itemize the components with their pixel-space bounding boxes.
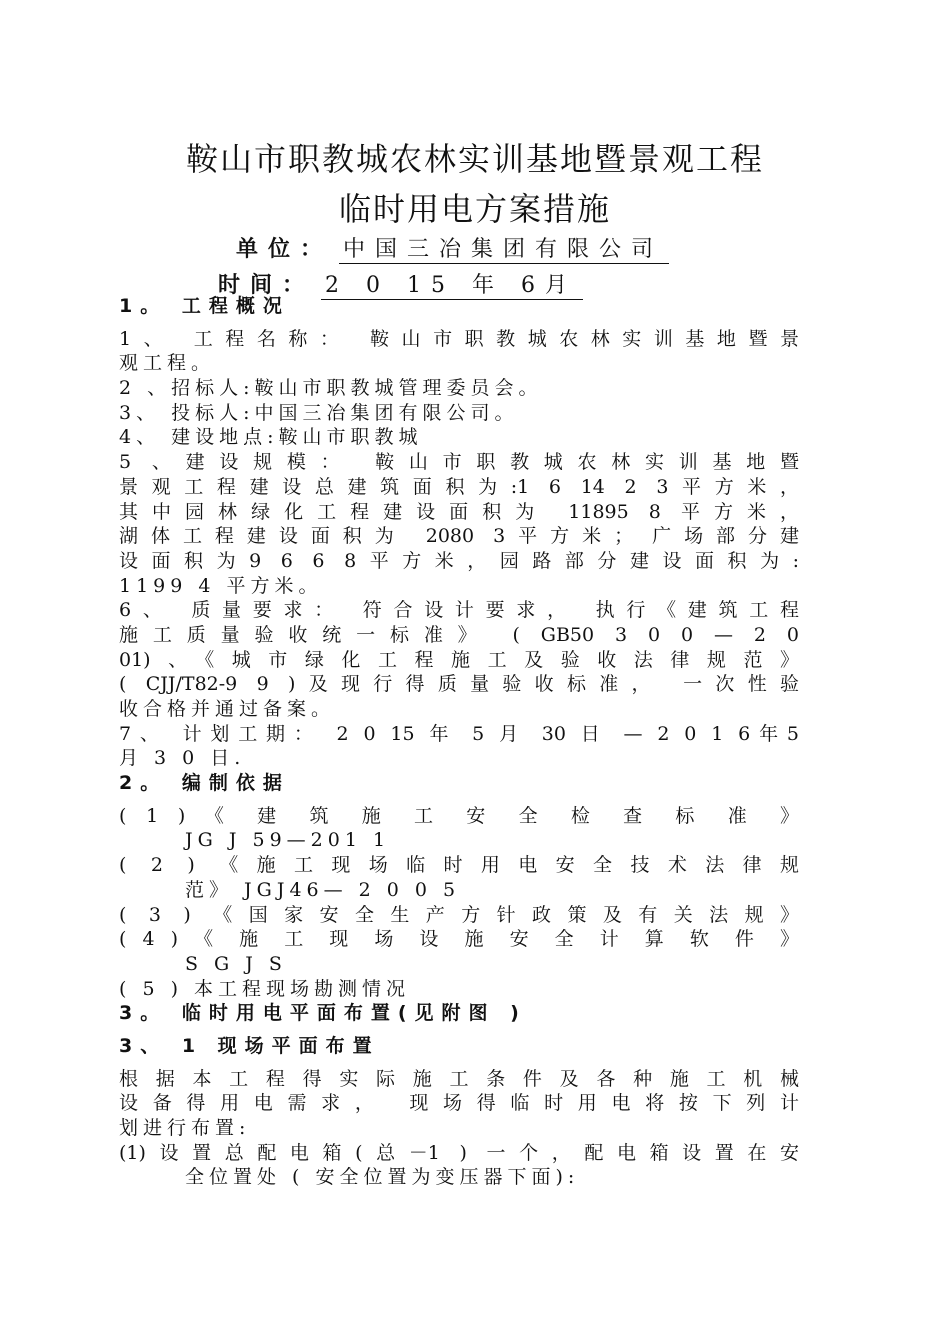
reference-item-cont: 范》 JGJ46— 2 0 0 5 [185,878,461,901]
paragraph-line: 施工质量验收统一标准》 ( GB50 3 0 0 — 2 0 [119,623,799,646]
reference-item: ( 1 ) 《 建 筑 施 工 安 全 检 查 标 准 》 [119,804,799,827]
paragraph-line: 1199 4 平方米。 [119,574,323,597]
unit-row [236,232,669,264]
paragraph-line: 其中园林绿化工程建设面积为 11895 8 平方米， [119,500,799,523]
paragraph-line: 4、 建设地点:鞍山市职教城 [119,426,423,449]
paragraph-line: 景观工程建设总建筑面积为:1 6 14 2 3平方米， [119,475,799,498]
section-heading: 3。 临时用电平面布置(见附图 ) [119,1002,527,1025]
paragraph-line: 收合格并通过备案。 [119,698,336,720]
reference-item: ( 3 ) 《国家安全生产方针政策及有关法规》 [119,903,799,926]
document-title: 鞍山市职教城农林实训基地暨景观工程 [185,140,764,178]
unit-value: 中国三冶集团有限公司 [339,238,669,264]
section-heading: 2。 编制依据 [119,772,290,795]
subsection-heading: 3、 1 现场平面布置 [119,1034,380,1057]
paragraph-line: 全位置处 ( 安全位置为变压器下面): [185,1166,580,1189]
paragraph-line: ( CJJ/T82-9 9 )及现行得质量验收标准， 一次性验 [119,673,799,696]
paragraph-line: 7、 计划工期： 2 0 15 年 5 月 30 日 — 2 0 1 6年5 [119,722,799,745]
section-heading: 1。 工程概况 [119,295,290,317]
paragraph-line: 1、 工程名称： 鞍山市职教城农林实训基地暨景 [119,327,799,350]
paragraph-line: (1)设置总配电箱(总－1 ) 一个，配电箱设置在安 [119,1141,799,1164]
date-value: 2 0 15 年 6月 [321,274,583,300]
paragraph-line: 根据本工程得实际施工条件及各种施工机械 [119,1067,799,1090]
paragraph-line: 6、 质量要求： 符合设计要求， 执行《建筑工程 [119,599,799,622]
reference-item: ( 5 ) 本工程现场勘测情况 [119,977,411,1000]
document-body [119,294,799,1190]
paragraph-line: 湖体工程建设面积为 2080 3平方米； 广场部分建 [119,525,799,548]
paragraph-line: 2 、招标人:鞍山市职教城管理委员会。 [119,377,543,400]
paragraph-line: 设面积为9 6 6 8平方米，园路部分建设面积为: [119,549,799,572]
document-subtitle: 临时用电方案措施 [338,190,611,228]
paragraph-line: 观工程。 [119,352,216,375]
paragraph-line: 01)、《城市绿化工程施工及验收法律规范》 [119,648,799,671]
reference-item: ( 2 ) 《施工现场临时用电安全技术法律规 [119,854,799,877]
unit-label: 单位： [236,237,333,262]
paragraph-line: 3、 投标人:中国三冶集团有限公司。 [119,401,519,424]
paragraph-line: 设备得用电需求， 现场得临时用电将按下列计 [119,1092,799,1115]
paragraph-line: 5 、建设规模： 鞍山市职教城农林实训基地暨 [119,451,799,474]
reference-item-cont: S G J S [185,952,287,975]
date-label: 时间： [218,273,315,298]
reference-item: ( 4 ) 《 施 工 现 场 设 施 安 全 计 算 软 件 》 [119,928,799,951]
paragraph-line: 月 3 0 日. [119,747,246,770]
paragraph-line: 划进行布置: [119,1117,251,1139]
reference-item-cont: JG J 59—201 1 [185,829,391,852]
